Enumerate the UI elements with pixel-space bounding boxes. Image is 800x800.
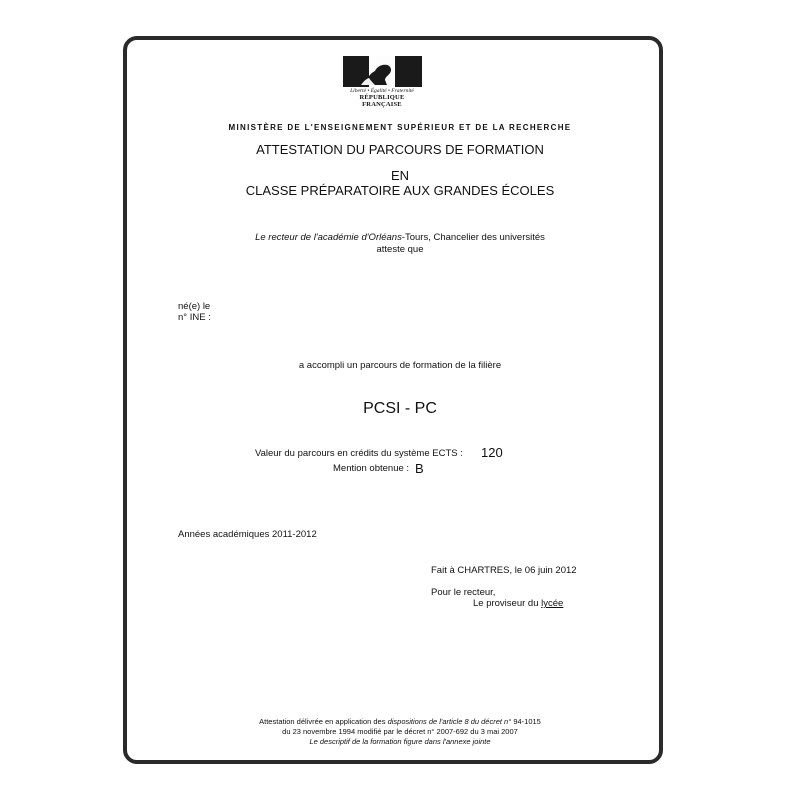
rector-attests: atteste que <box>376 244 424 255</box>
ministry-heading: MINISTÈRE DE L'ENSEIGNEMENT SUPÉRIEUR ET DE LA RECHERCHE <box>228 123 572 132</box>
footer-line1-end: 94-1015 <box>511 717 541 726</box>
mention-label: Mention obtenue : <box>333 463 410 474</box>
document-title-line2: EN <box>390 168 410 183</box>
footer-line1-start: Attestation délivrée en application des <box>259 717 388 726</box>
signatory-title <box>473 598 563 609</box>
filiere-name: PCSI - PC <box>363 400 437 417</box>
document-title-line3: CLASSE PRÉPARATOIRE AUX GRANDES ÉCOLES <box>245 183 555 198</box>
footer-line1-italic: dispositions de l'article 8 du décret n° <box>387 717 512 726</box>
rector-statement <box>0 232 800 243</box>
logo-republic-text: RÉPUBLIQUE FRANÇAISE <box>359 94 405 108</box>
logo-motto: Liberté • Égalité • Fraternité <box>350 88 414 94</box>
footer-legal-line3: Le descriptif de la formation figure dans l'annexe jointe <box>309 737 491 746</box>
rector-statement-italic: Le recteur de l'académie d'Orléans <box>255 232 402 243</box>
ine-label: n° INE : <box>178 312 211 323</box>
marianne-emblem <box>343 56 422 87</box>
republique-francaise-logo <box>341 56 423 108</box>
signatory-lycee: lycée <box>541 598 564 609</box>
footer-legal-line1 <box>150 717 650 726</box>
place-date: Fait à CHARTRES, le 06 juin 2012 <box>431 565 577 576</box>
mention-value: B <box>415 461 424 476</box>
birthdate-label: né(e) le <box>178 301 211 312</box>
footer-legal-line2: du 23 novembre 1994 modifié par le décret n° 2007-692 du 3 mai 2007 <box>282 727 518 736</box>
signature-for-rector: Pour le recteur, <box>431 587 496 598</box>
ects-value: 120 <box>481 445 503 460</box>
document-title-line1: ATTESTATION DU PARCOURS DE FORMATION <box>256 142 544 157</box>
rector-statement-rest: -Tours, Chancelier des universités <box>401 232 545 243</box>
ects-label: Valeur du parcours en crédits du système ECTS : <box>255 448 463 459</box>
formation-statement: a accompli un parcours de formation de la filière <box>298 360 502 371</box>
signatory-prefix: Le proviseur du <box>473 598 542 609</box>
academic-years: Années académiques 2011-2012 <box>178 529 317 540</box>
